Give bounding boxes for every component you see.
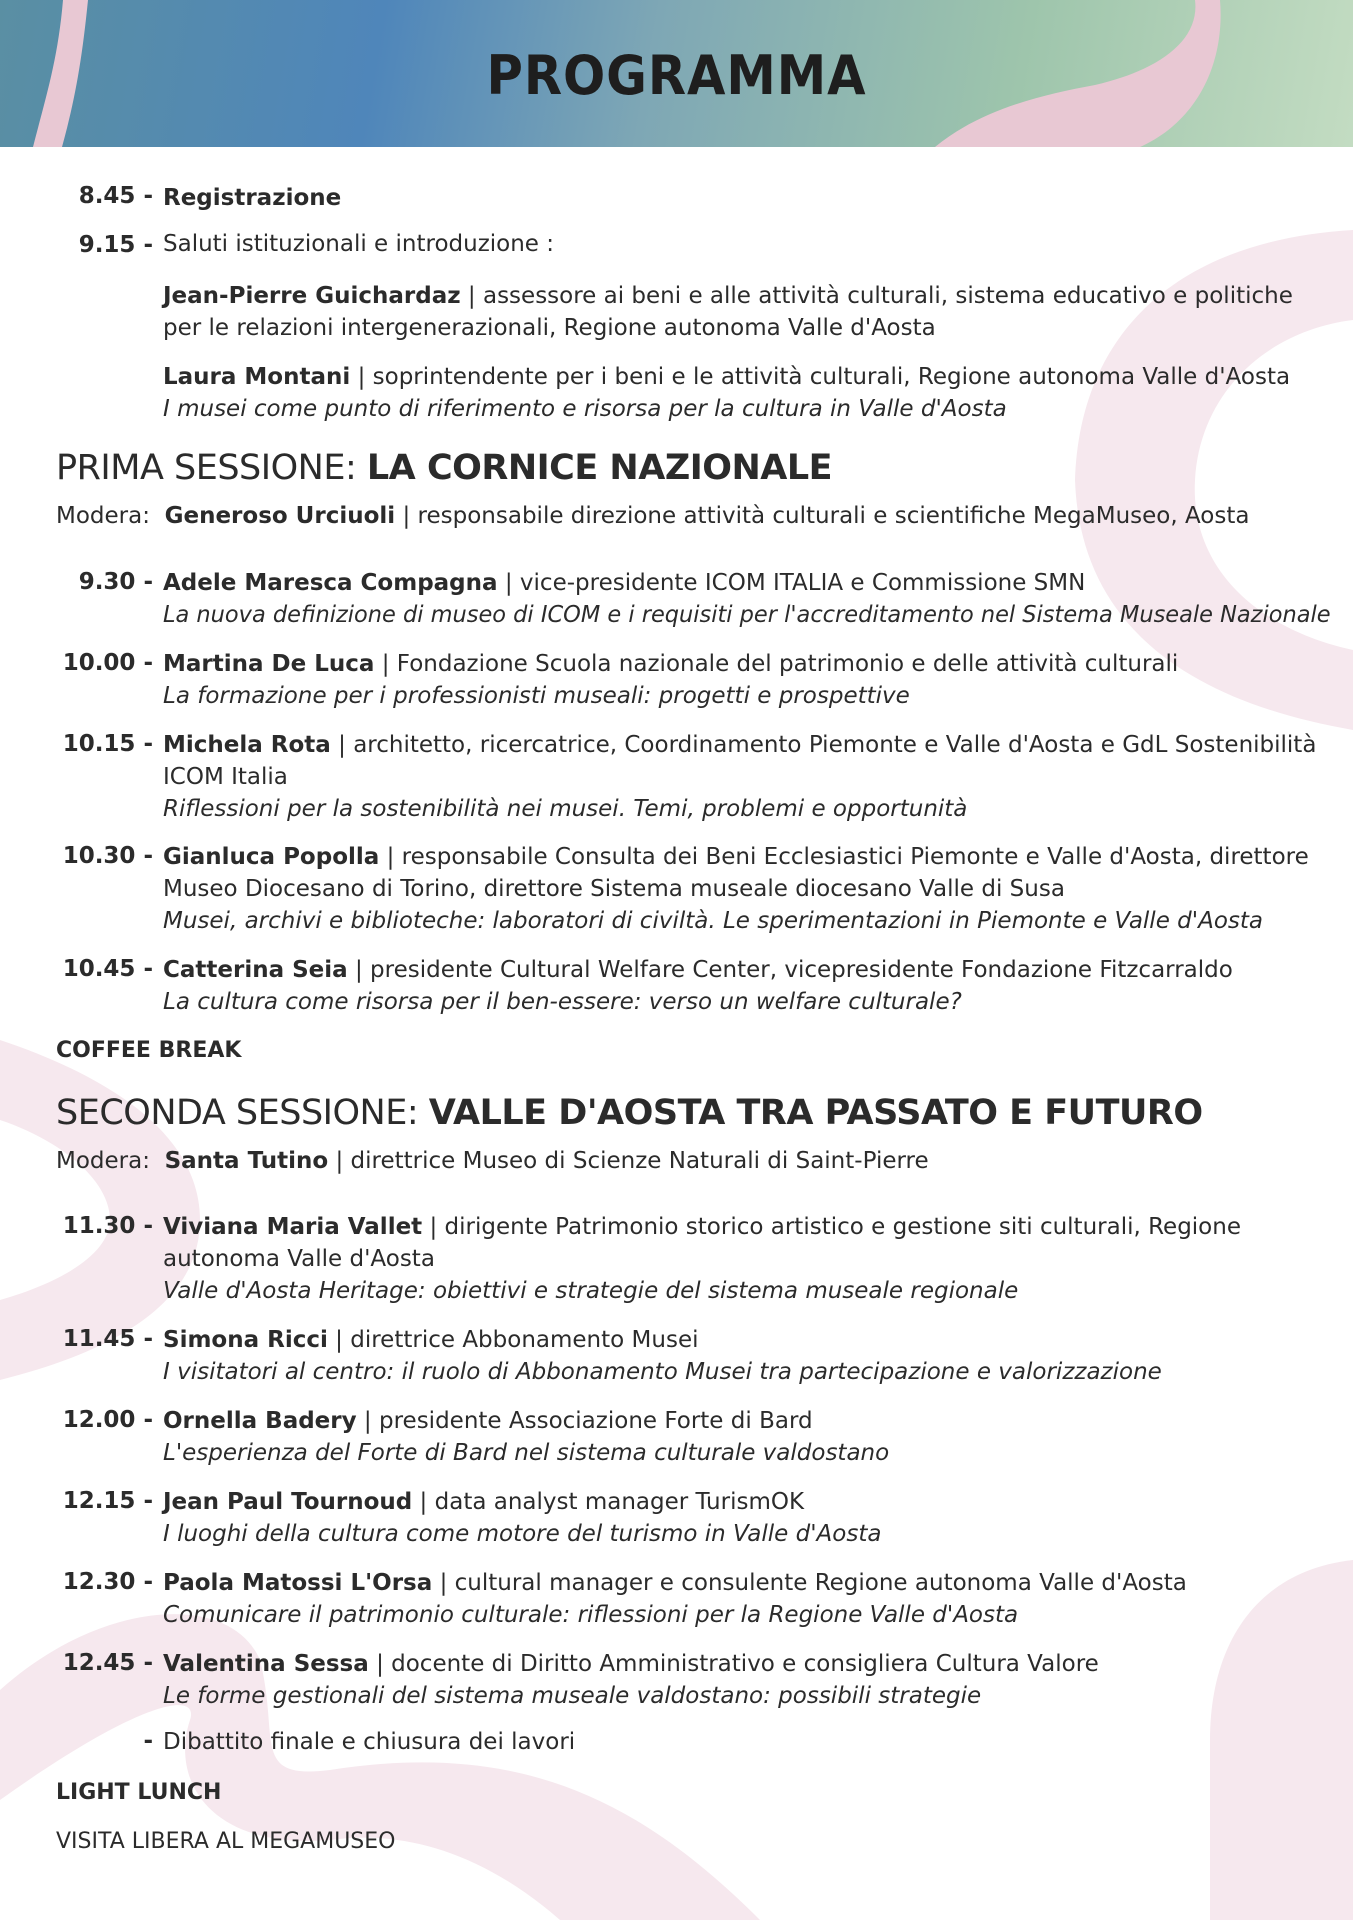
speaker-name: Laura Montani bbox=[163, 364, 351, 390]
session-label: PRIMA SESSIONE: bbox=[56, 448, 367, 488]
speaker-role: | architetto, ricercatrice, Coordinamento Piemonte e Valle d'Aosta e GdL Sostenibilità bbox=[330, 732, 1317, 758]
time-label: 10.30 - bbox=[62, 843, 153, 869]
talk-title: Riflessioni per la sostenibilità nei musei. Temi, problemi e opportunità bbox=[163, 796, 968, 822]
speaker-role: | data analyst manager TurismOK bbox=[412, 1489, 805, 1515]
speaker-name: Jean Paul Tournoud bbox=[163, 1489, 413, 1515]
speaker-role: | cultural manager e consulente Regione autonoma Valle d'Aosta bbox=[432, 1570, 1187, 1596]
speaker-name: Gianluca Popolla bbox=[163, 844, 380, 870]
session-title: LA CORNICE NAZIONALE bbox=[366, 448, 833, 488]
speaker-role-cont: autonoma Valle d'Aosta bbox=[163, 1246, 435, 1272]
session-heading bbox=[56, 1093, 1203, 1133]
speaker-name: Valentina Sessa bbox=[163, 1651, 369, 1677]
speaker-role: | responsabile Consulta dei Beni Ecclesiastici Piemonte e Valle d'Aosta, direttore bbox=[379, 844, 1309, 870]
time-label: 8.45 - bbox=[78, 183, 153, 209]
speaker-role-cont: Museo Diocesano di Torino, direttore Sistema museale diocesano Valle di Susa bbox=[163, 876, 1065, 902]
moderator-name: Santa Tutino bbox=[164, 1148, 329, 1174]
time-label: 11.30 - bbox=[62, 1213, 153, 1239]
moderator-line bbox=[56, 503, 1249, 529]
speaker-role-cont: per le relazioni intergenerazionali, Regione autonoma Valle d'Aosta bbox=[163, 315, 936, 341]
talk-title: La cultura come risorsa per il ben-essere: verso un welfare culturale? bbox=[163, 989, 962, 1015]
item-title: Registrazione bbox=[163, 185, 342, 211]
talk-title: Comunicare il patrimonio culturale: riflessioni per la Regione Valle d'Aosta bbox=[163, 1602, 1019, 1628]
speaker-name: Viviana Maria Vallet bbox=[163, 1214, 423, 1240]
moderator-role: | direttrice Museo di Scienze Naturali di Saint-Pierre bbox=[328, 1148, 929, 1174]
time-label: 9.15 - bbox=[78, 232, 153, 258]
speaker-name: Catterina Seia bbox=[163, 957, 348, 983]
speaker-role: | presidente Associazione Forte di Bard bbox=[356, 1408, 813, 1434]
moderator-line bbox=[56, 1148, 929, 1174]
time-label: 10.45 - bbox=[62, 956, 153, 982]
item-title: Saluti istituzionali e introduzione : bbox=[163, 231, 555, 257]
speaker-role-cont: ICOM Italia bbox=[163, 764, 288, 790]
speaker-role: | dirigente Patrimonio storico artistico e gestione siti culturali, Regione bbox=[422, 1214, 1241, 1240]
time-label: 10.00 - bbox=[62, 650, 153, 676]
speaker-role: | direttrice Abbonamento Musei bbox=[327, 1327, 699, 1353]
speaker-role: | docente di Diritto Amministrativo e consigliera Cultura Valore bbox=[368, 1651, 1099, 1677]
talk-title: La formazione per i professionisti museali: progetti e prospettive bbox=[163, 683, 910, 709]
light-lunch-label: LIGHT LUNCH bbox=[56, 1780, 222, 1805]
speaker-name: Adele Maresca Compagna bbox=[163, 570, 498, 596]
session-label: SECONDA SESSIONE: bbox=[56, 1093, 429, 1133]
speaker-role: | presidente Cultural Welfare Center, vicepresidente Fondazione Fitzcarraldo bbox=[347, 957, 1233, 983]
speaker-name: Jean-Pierre Guichardaz bbox=[163, 283, 461, 309]
speaker-role: | assessore ai beni e alle attività culturali, sistema educativo e politiche bbox=[460, 283, 1293, 309]
speaker-role: | Fondazione Scuola nazionale del patrimonio e delle attività culturali bbox=[374, 651, 1179, 677]
talk-title: Musei, archivi e biblioteche: laboratori di civiltà. Le sperimentazioni in Piemonte e Valle d'Aosta bbox=[163, 908, 1263, 934]
moderator-name: Generoso Urciuoli bbox=[164, 503, 396, 529]
speaker-name: Michela Rota bbox=[163, 732, 331, 758]
speaker-role: | soprintendente per i beni e le attività culturali, Regione autonoma Valle d'Aosta bbox=[350, 364, 1291, 390]
speaker-role: | vice-presidente ICOM ITALIA e Commissione SMN bbox=[497, 570, 1086, 596]
talk-title: Valle d'Aosta Heritage: obiettivi e strategie del sistema museale regionale bbox=[163, 1278, 1019, 1304]
time-label: 12.45 - bbox=[62, 1650, 153, 1676]
visit-label: VISITA LIBERA AL MEGAMUSEO bbox=[56, 1829, 396, 1854]
item-title: Dibattito finale e chiusura dei lavori bbox=[163, 1729, 576, 1755]
talk-title: I visitatori al centro: il ruolo di Abbonamento Musei tra partecipazione e valorizzazione bbox=[163, 1359, 1162, 1385]
session-heading bbox=[56, 448, 832, 488]
time-label: - bbox=[143, 1728, 153, 1754]
coffee-break-label: COFFEE BREAK bbox=[56, 1038, 242, 1063]
talk-title: I luoghi della cultura come motore del turismo in Valle d'Aosta bbox=[163, 1521, 882, 1547]
time-label: 11.45 - bbox=[62, 1326, 153, 1352]
speaker-name: Paola Matossi L'Orsa bbox=[163, 1570, 433, 1596]
speaker-name: Simona Ricci bbox=[163, 1327, 328, 1353]
speaker-name: Ornella Badery bbox=[163, 1408, 357, 1434]
talk-title: I musei come punto di riferimento e risorsa per la cultura in Valle d'Aosta bbox=[163, 396, 1007, 422]
talk-title: L'esperienza del Forte di Bard nel sistema culturale valdostano bbox=[163, 1440, 890, 1466]
page-title: PROGRAMMA bbox=[486, 44, 867, 107]
time-label: 12.30 - bbox=[62, 1569, 153, 1595]
moderator-label: Modera: bbox=[56, 1148, 150, 1174]
time-label: 12.15 - bbox=[62, 1488, 153, 1514]
moderator-label: Modera: bbox=[56, 503, 150, 529]
moderator-role: | responsabile direzione attività culturali e scientifiche MegaMuseo, Aosta bbox=[395, 503, 1250, 529]
time-label: 10.15 - bbox=[62, 731, 153, 757]
session-title: VALLE D'AOSTA TRA PASSATO E FUTURO bbox=[428, 1093, 1203, 1133]
talk-title: La nuova definizione di museo di ICOM e i requisiti per l'accreditamento nel Sistema Museale Nazionale bbox=[163, 602, 1331, 628]
time-label: 12.00 - bbox=[62, 1407, 153, 1433]
speaker-name: Martina De Luca bbox=[163, 651, 375, 677]
time-label: 9.30 - bbox=[78, 569, 153, 595]
talk-title: Le forme gestionali del sistema museale valdostano: possibili strategie bbox=[163, 1683, 982, 1709]
